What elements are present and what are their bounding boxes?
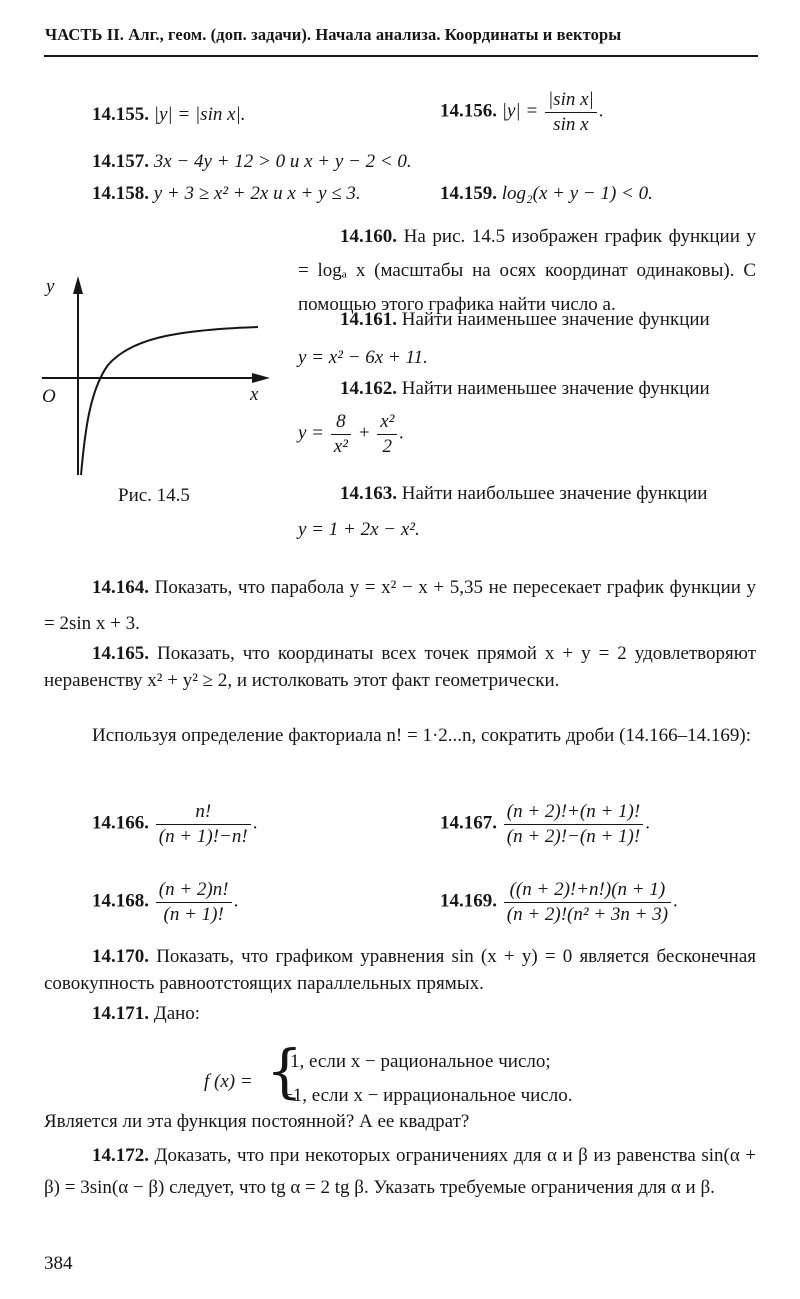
problem-14-171 [92, 1002, 200, 1027]
punctuation: . [598, 100, 604, 122]
problem-14-160 [298, 220, 756, 322]
problem-14-155 [92, 103, 246, 128]
problem-14-168 [92, 878, 238, 927]
problem-number: 14.157. [92, 151, 149, 172]
problem-text: Дано: [153, 1003, 201, 1024]
punctuation: . [399, 422, 405, 444]
piecewise-case-1: 1, если x − рациональное число; [290, 1051, 551, 1072]
problem-14-162-formula [298, 410, 404, 459]
problem-number: 14.166. [92, 812, 149, 834]
fraction [504, 800, 643, 849]
fraction [545, 88, 597, 137]
plus-sign: + [357, 422, 371, 444]
page-header: ЧАСТЬ II. Алг., геом. (доп. задачи). Начала анализа. Координаты и векторы [45, 25, 622, 44]
origin-label: O [42, 386, 56, 407]
figure-log-graph [30, 270, 280, 480]
problem-number: 14.164. [92, 577, 149, 598]
fraction-denominator: sin x [545, 112, 597, 137]
fraction-denominator: (n + 1)! [156, 902, 232, 927]
problem-text: Найти наибольшее значение функции [401, 483, 708, 504]
fraction-numerator: x² [380, 411, 395, 432]
fraction-denominator: (n + 1)!−n! [156, 824, 251, 849]
problem-number: 14.158. [92, 183, 149, 204]
punctuation: . [252, 812, 258, 834]
problem-14-169 [440, 878, 678, 927]
fraction-numerator: ((n + 2)!+n!)(n + 1) [509, 879, 666, 900]
problem-14-170 [44, 943, 756, 997]
problem-text: Показать, что парабола y = x² − x + 5,35 не пересекает график функции y = 2sin x + 3. [44, 577, 757, 634]
problem-expr: 3x − 4y + 12 > 0 и x + y − 2 < 0. [153, 151, 412, 172]
figure-caption: Рис. 14.5 [118, 485, 190, 506]
problem-number: 14.170. [92, 946, 149, 967]
problem-14-157 [92, 150, 412, 175]
problem-number: 14.171. [92, 1003, 149, 1024]
problem-number: 14.162. [340, 378, 397, 399]
problem-text: Показать, что графиком уравнения sin (x + y) = 0 является бесконечная совокупность равноотстоящих параллельных прямых. [44, 946, 757, 994]
problem-text: Найти наименьшее значение функции [401, 378, 710, 399]
punctuation: . [233, 890, 239, 912]
fraction-denominator: (n + 2)!−(n + 1)! [504, 824, 643, 849]
formula-lhs: y = [298, 422, 325, 444]
piecewise-case-2: −1, если x − иррациональное число. [282, 1085, 573, 1106]
problem-14-172 [44, 1140, 756, 1204]
problem-number: 14.172. [92, 1145, 149, 1166]
problem-14-163-formula: y = 1 + 2x − x². [298, 519, 420, 540]
problem-number: 14.165. [92, 643, 149, 664]
fraction-numerator: (n + 2)!+(n + 1)! [506, 801, 641, 822]
problem-number: 14.155. [92, 104, 149, 125]
problem-14-166 [92, 800, 257, 849]
fraction-denominator: 2 [377, 434, 397, 459]
problem-text: Показать, что координаты всех точек прямой x + y = 2 удовлетворяют неравенству x² + y² ≥ 2, и истолковать этот факт геометрически. [44, 643, 757, 691]
fraction-numerator: |sin x| [547, 89, 594, 110]
factorial-intro: Используя определение факториала n! = 1·2...n, сократить дроби (14.166–14.169): [92, 725, 752, 746]
piecewise-lhs: f (x) = [204, 1071, 253, 1092]
punctuation: . [645, 812, 650, 834]
problem-expr: log₂(x + y − 1) < 0. [501, 183, 653, 204]
problem-number: 14.167. [440, 812, 497, 834]
problem-14-165 [44, 640, 756, 694]
problem-expr: |y| = |sin x|. [153, 104, 246, 125]
punctuation: . [673, 890, 678, 912]
fraction-numerator: n! [195, 801, 212, 822]
fraction-numerator: (n + 2)n! [158, 879, 229, 900]
problem-14-164 [44, 570, 756, 642]
problem-14-158 [92, 182, 361, 207]
problem-14-163 [298, 482, 756, 507]
problem-expr: y + 3 ≥ x² + 2x и x + y ≤ 3. [153, 183, 361, 204]
fraction [156, 878, 232, 927]
problem-number: 14.160. [340, 226, 397, 247]
y-axis-arrow [73, 276, 83, 294]
x-axis-arrow [252, 373, 270, 383]
fraction [504, 878, 671, 927]
problem-number: 14.163. [340, 483, 397, 504]
fraction-denominator: x² [331, 434, 351, 459]
problem-14-171-question: Является ли эта функция постоянной? А ее квадрат? [44, 1111, 470, 1132]
problem-number: 14.169. [440, 890, 497, 912]
problem-14-161 [298, 308, 756, 333]
problem-14-167 [440, 800, 650, 849]
fraction [331, 410, 351, 459]
log-curve [81, 327, 258, 475]
piecewise-brace: { [266, 1037, 303, 1105]
problem-14-159 [440, 182, 653, 207]
problem-text: На рис. 14.5 изображен график функции y = logₐ x (масштабы на осях координат одинаковы). С помощью этого графика найти число a. [298, 226, 757, 315]
fraction-denominator: (n + 2)!(n² + 3n + 3) [504, 902, 671, 927]
problem-text: Найти наименьшее значение функции [401, 309, 710, 330]
problem-14-161-formula: y = x² − 6x + 11. [298, 347, 428, 368]
page-number: 384 [44, 1253, 73, 1274]
problem-number: 14.156. [440, 100, 497, 122]
y-axis-label: y [46, 276, 55, 297]
problem-number: 14.168. [92, 890, 149, 912]
fraction-numerator: 8 [336, 411, 346, 432]
problem-number: 14.159. [440, 183, 497, 204]
problem-number: 14.161. [340, 309, 397, 330]
fraction [377, 410, 397, 459]
fraction [156, 800, 251, 849]
problem-text: Доказать, что при некоторых ограничениях для α и β из равенства sin(α + β) = 3sin(α − β) следует, что tg α = 2 tg β. Указать требуемые ограничения для α и β. [44, 1145, 757, 1198]
problem-14-162 [298, 377, 756, 402]
x-axis-label: x [250, 384, 259, 405]
problem-14-156 [440, 88, 604, 137]
header-rule [44, 55, 758, 57]
fraction-lhs: |y| = [501, 100, 539, 122]
